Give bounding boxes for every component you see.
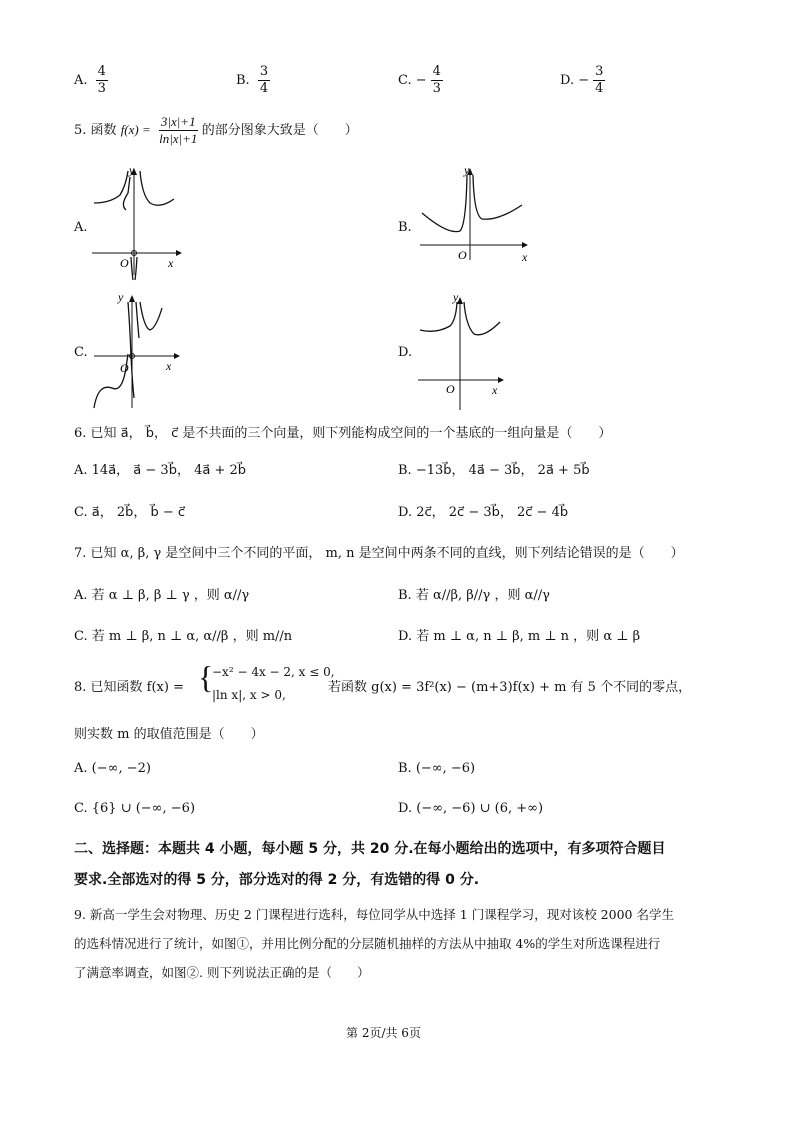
q6-option-d: D. 2c⃗， 2c⃗ − 3b⃗， 2c⃗ − 4b⃗ (398, 505, 569, 520)
q6-option-b: B. −13b⃗， 4a⃗ − 3b⃗， 2a⃗ + 5b⃗ (398, 463, 590, 478)
q8-option-a: A. (−∞, −2) (74, 761, 151, 776)
q8-case2: |ln x|, x > 0, (212, 688, 286, 702)
q8-brace: { (198, 659, 214, 695)
q5-graph-c (92, 288, 192, 413)
origin-label: O (446, 382, 455, 396)
q9-line3: 了满意率调查，如图②. 则下列说法正确的是（ ） (74, 965, 370, 980)
q4-option-a: A. $\frac{4}{3}$ (74, 64, 106, 96)
q8-option-b: B. (−∞, −6) (398, 761, 476, 776)
q7-option-d: D. 若 m ⊥ α, n ⊥ β, m ⊥ n ，则 α ⊥ β (398, 629, 641, 644)
origin-label: O (120, 256, 129, 270)
axis-y-label: y (453, 290, 459, 304)
q5-label-c: C. (74, 345, 88, 360)
origin-label: O (458, 248, 467, 262)
q5-label-a: A. (74, 220, 88, 235)
q7-option-b: B. 若 α//β, β//γ ，则 α//γ (398, 588, 550, 603)
q8-line2: 则实数 m 的取值范围是（ ） (74, 727, 264, 742)
q7-option-a: A. 若 α ⊥ β, β ⊥ γ ，则 α//γ (74, 588, 250, 603)
section2-line2: 要求.全部选对的得 5 分，部分选对的得 2 分，有选错的得 0 分. (74, 872, 480, 888)
axis-x-label: x (166, 359, 172, 373)
q7-option-c: C. 若 m ⊥ β, n ⊥ α, α//β ，则 m//n (74, 629, 293, 644)
section2-line1: 二、选择题：本题共 4 小题，每小题 5 分，共 20 分.在每小题给出的选项中，有多项符合题目 (74, 841, 666, 857)
q6-option-a: A. 14a⃗， a⃗ − 3b⃗， 4a⃗ + 2b⃗ (74, 463, 246, 478)
q8-case1: −x² − 4x − 2, x ≤ 0, (212, 665, 335, 679)
axis-x-label: x (492, 383, 498, 397)
axis-x-label: x (522, 250, 528, 264)
page-footer: 第 2页/共 6页 (346, 1026, 421, 1040)
origin-label: O (120, 361, 129, 375)
q5-graph-a (90, 165, 190, 280)
axis-x-label: x (168, 256, 174, 270)
q6-stem: 6. 已知 a⃗， b⃗， c⃗ 是不共面的三个向量，则下列能构成空间的一个基底的一组向量是（ ） (74, 426, 612, 441)
q5-label-d: D. (398, 345, 413, 360)
axis-y-label: y (118, 290, 124, 304)
q4-option-b: B. $\frac{3}{4}$ (236, 64, 269, 96)
q8-prefix: 8. 已知函数 f(x) = (74, 680, 184, 695)
q9-line1: 9. 新高一学生会对物理、历史 2 门课程进行选科，每位同学从中选择 1 门课程学习，现对该校 2000 名学生 (74, 907, 674, 922)
q7-stem: 7. 已知 α, β, γ 是空间中三个不同的平面， m, n 是空间中两条不同的直线，则下列结论错误的是（ ） (74, 546, 684, 561)
axis-y-label: y (129, 163, 135, 177)
q4-option-c: C. − $\frac{4}{3}$ (398, 64, 441, 96)
q6-option-c: C. a⃗， 2b⃗， b⃗ − c⃗ (74, 505, 186, 520)
q5-label-b: B. (398, 220, 412, 235)
q5-stem: 5. 函数 f(x) = $\frac{3|x|+1}{\ln|x|+1}$ 的部分图象大致是（ ） (74, 114, 358, 146)
q5-graph-d (416, 290, 516, 415)
q8-condition: 若函数 g(x) = 3f²(x) − (m+3)f(x) + m 有 5 个不同的零点， (328, 680, 692, 695)
q4-option-d: D. − $\frac{3}{4}$ (560, 64, 604, 96)
axis-y-label: y (464, 163, 470, 177)
q5-graph-b (418, 165, 533, 265)
q9-line2: 的选科情况进行了统计，如图①，并用比例分配的分层随机抽样的方法从中抽取 4%的学生对所选课程进行 (74, 936, 661, 951)
q8-option-d: D. (−∞, −6) ∪ (6, +∞) (398, 801, 544, 816)
q8-option-c: C. {6} ∪ (−∞, −6) (74, 801, 196, 816)
